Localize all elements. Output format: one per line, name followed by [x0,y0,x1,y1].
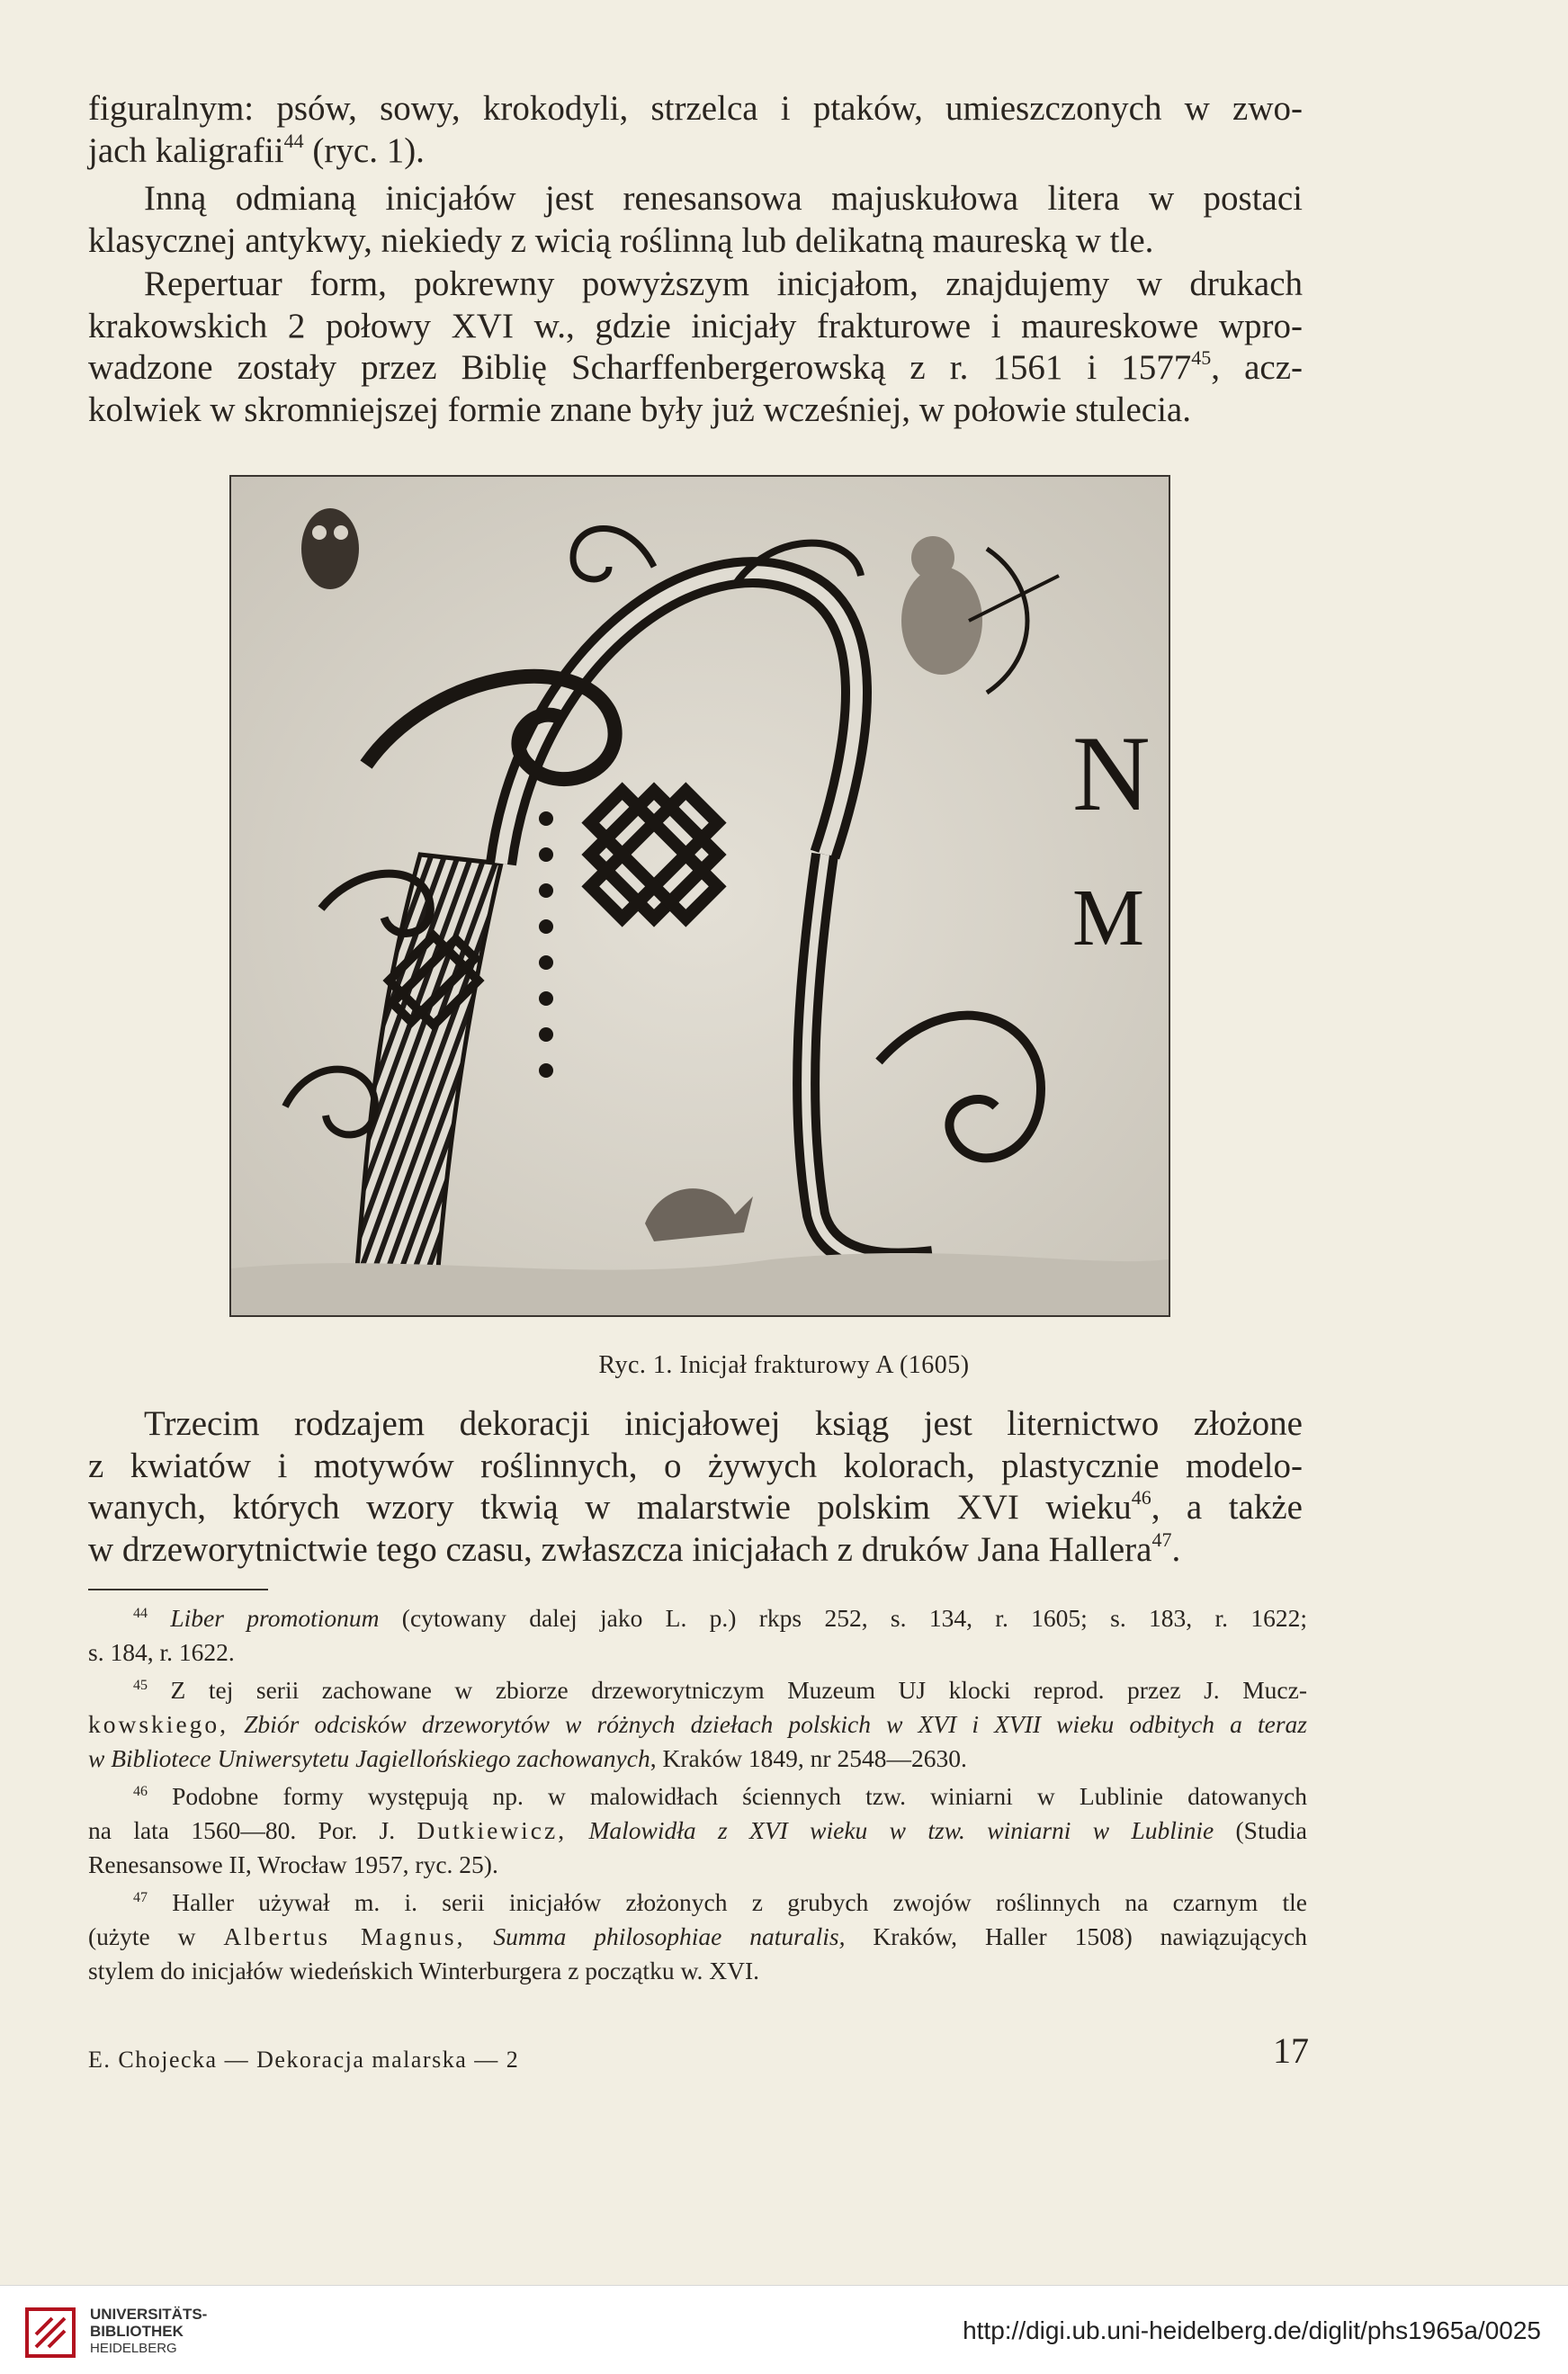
text-line: z kwiatów i motywów roślinnych, o żywych kolorach, plastycznie modelo- [88,1446,1303,1485]
figure-initial-a [229,475,1170,1317]
footnote-separator [88,1589,268,1590]
paragraph-4 [88,1403,1303,1571]
text-line [88,1779,1307,1814]
cited-title: Liber promotionum [170,1604,380,1632]
footnote-number: 46 [133,1784,148,1799]
footnote-45 [88,1673,1307,1776]
text-line: klasycznej antykwy, niekiedy z wicią roślinną lub delikatną maureską w tle. [88,220,1154,260]
text-line: figuralnym: psów, sowy, krokodyli, strzelca i ptaków, umieszczonych w zwo- [88,89,1303,128]
library-name-line: UNIVERSITÄTS- [90,2306,208,2323]
side-letter: M [1072,873,1145,963]
author-name: kowskiego, [88,1710,229,1738]
text-line [88,1814,1307,1848]
text-fragment: w drzeworytnictwie tego czasu, zwłaszcza inicjałach z druków Jana Hallera [88,1529,1152,1569]
ornamental-initial-illustration [231,477,1169,1315]
cited-title: w Bibliotece Uniwersytetu Jagiellońskiego zachowanych [88,1744,650,1772]
footnote-number: 44 [133,1606,148,1621]
footnote-46 [88,1779,1307,1882]
footnotes [88,1601,1307,1992]
library-name-line: HEIDELBERG [90,2341,177,2356]
text-line [88,130,1303,173]
text-fragment: jach kaligrafii [88,130,284,170]
footnote-47 [88,1886,1307,1988]
text-fragment: , a także [1151,1488,1303,1527]
paragraph-1 [88,88,1303,172]
paragraph-2 [88,178,1303,262]
footnote-ref[interactable]: 46 [1131,1486,1151,1509]
page-number: 17 [1273,2030,1309,2071]
text-fragment: (ryc. 1). [303,130,425,170]
footnote-ref[interactable]: 47 [1151,1527,1172,1551]
text-fragment: wadzone zostały przez Biblię Scharffenbergerowską z r. 1561 i 1577 [88,348,1192,387]
text-fragment: Haller używał m. i. serii inicjałów złożonych z grubych zwojów roślinnych na czarnym tle [148,1888,1307,1916]
text-line: Repertuar form, pokrewny powyższym inicjałom, znajdujemy w drukach [144,264,1303,303]
footnote-number: 47 [133,1890,148,1905]
text-fragment: . [1171,1529,1181,1569]
text-line [88,1707,1307,1742]
text-fragment: Podobne formy występują np. w malowidłach ściennych tzw. winiarni w Lublinie datowanych [148,1782,1307,1810]
text-fragment: na lata 1560—80. Por. J. [88,1816,417,1844]
running-head: E. Chojecka — Dekoracja malarska — 2 [88,2047,520,2073]
author-name: Albertus Magnus, [223,1922,466,1950]
footnote-ref[interactable]: 45 [1191,346,1212,369]
text-line [88,347,1303,390]
text-fragment: (Studia [1214,1816,1307,1844]
text-line: kolwiek w skromniejszej formie znane były już wcześniej, w połowie stulecia. [88,390,1191,429]
library-logo-icon[interactable] [25,2307,76,2358]
library-name[interactable] [90,2306,207,2357]
footnote-44 [88,1601,1307,1670]
text-line [88,1601,1307,1635]
text-line [88,1886,1307,1920]
text-line [88,1487,1303,1529]
figure-caption: Ryc. 1. Inicjał frakturowy A (1605) [598,1351,970,1379]
text-line: stylem do inicjałów wiedeńskich Winterburgera z początku w. XVI. [88,1957,760,1984]
text-fragment: wanych, których wzory tkwią w malarstwie polskim XVI wieku [88,1488,1132,1527]
footnote-ref[interactable]: 44 [283,129,304,152]
author-name: Dutkiewicz, [417,1816,568,1844]
text-line: Inną odmianą inicjałów jest renesansowa majuskułowa litera w postaci [144,179,1303,218]
text-fragment: (cytowany dalej jako L. p.) rkps 252, s. 134, r. 1605; s. 183, r. 1622; [379,1604,1307,1632]
text-line [88,1529,1303,1572]
text-line: Renesansowe II, Wrocław 1957, ryc. 25). [88,1850,498,1878]
text-fragment [148,1604,170,1632]
text-fragment: Kraków, Haller 1508) nawiązujących [845,1922,1308,1950]
text-line [88,1920,1307,1954]
library-name-line: BIBLIOTHEK [90,2323,184,2340]
text-fragment: , Kraków 1849, nr 2548—2630. [650,1744,967,1772]
text-fragment: Z tej serii zachowane w zbiorze drzeworytniczym Muzeum UJ klocki reprod. przez J. Mucz- [148,1676,1307,1704]
text-line [88,1742,1307,1776]
text-line: s. 184, r. 1622. [88,1638,235,1666]
paragraph-3 [88,264,1303,431]
cited-title: Zbiór odcisków drzeworytów w różnych dziełach polskich w XVI i XVII wieku odbitych a teraz [228,1710,1307,1738]
permalink-url[interactable]: http://digi.ub.uni-heidelberg.de/diglit/phs1965a/0025 [963,2316,1541,2344]
text-fragment: (użyte w [88,1922,224,1950]
side-letter: N [1072,713,1151,833]
cited-title: Malowidła z XVI wieku w tzw. winiarni w Lublinie [567,1816,1214,1844]
footnote-number: 45 [133,1678,148,1693]
text-line: Trzecim rodzajem dekoracji inicjałowej ksiąg jest liternictwo złożone [144,1404,1303,1443]
text-fragment: , acz- [1211,348,1304,387]
text-line: krakowskich 2 połowy XVI w., gdzie inicjały frakturowe i maureskowe wpro- [88,306,1303,345]
viewer-footer-bar [0,2285,1568,2374]
cited-title: Summa philosophiae naturalis, [465,1922,846,1950]
text-line [88,1673,1307,1707]
